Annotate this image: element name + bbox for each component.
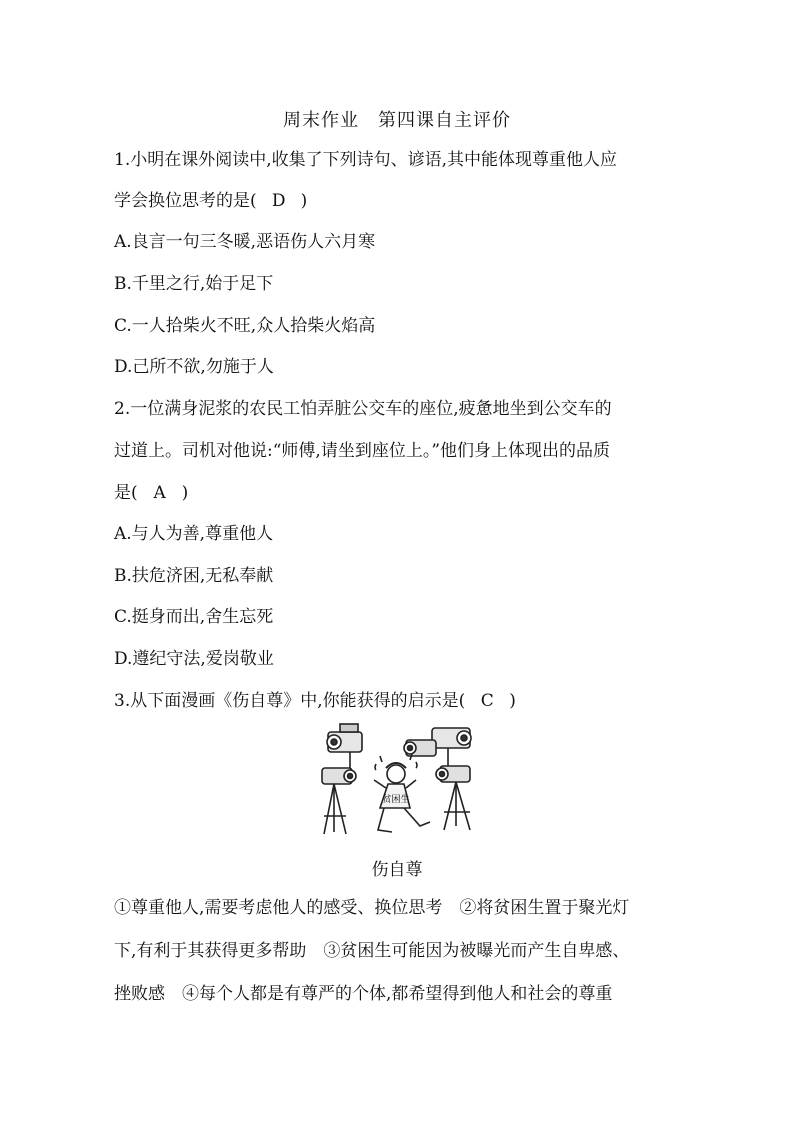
- cartoon-label: 贫困生: [382, 795, 410, 805]
- q1-option-a: A.良言一句三冬暖,恶语伤人六月寒: [114, 232, 376, 252]
- q1-option-b: B.千里之行,始于足下: [114, 274, 274, 294]
- q2-stem-line3: [114, 482, 188, 504]
- q2-option-b: B.扶危济困,无私奉献: [114, 566, 274, 586]
- q2-stem-line2: 过道上。司机对他说:“师傅,请坐到座位上。”他们身上体现出的品质: [114, 441, 611, 461]
- page-title: 周末作业 第四课自主评价: [283, 110, 511, 131]
- q3-statements-line3: 挫败感 ④每个人都是有尊严的个体,都希望得到他人和社会的尊重: [114, 984, 613, 1004]
- q2-option-a: A.与人为善,尊重他人: [114, 524, 274, 544]
- cartoon-caption: 伤自尊: [371, 860, 423, 880]
- q2-stem-suffix: ): [181, 483, 189, 503]
- q1-option-d: D.己所不欲,勿施于人: [114, 357, 274, 377]
- q3-statements-line1: ①尊重他人,需要考虑他人的感受、换位思考 ②将贫困生置于聚光灯: [114, 898, 630, 918]
- q1-stem-suffix: ): [300, 191, 308, 211]
- q2-stem-line1: 2.一位满身泥浆的农民工怕弄脏公交车的座位,疲惫地坐到公交车的: [114, 399, 612, 419]
- q3-stem: [114, 690, 516, 712]
- q2-answer: A: [153, 483, 166, 503]
- q2-option-d: D.遵纪守法,爱岗敬业: [114, 649, 274, 669]
- q3-stem-suffix: ): [509, 691, 516, 711]
- q3-statements-line2: 下,有利于其获得更多帮助 ③贫困生可能因为被曝光而产生自卑感、: [114, 941, 630, 961]
- q1-stem-line2: [114, 190, 307, 212]
- q1-stem-prefix: 学会换位思考的是(: [114, 191, 257, 211]
- q1-option-c: C.一人拾柴火不旺,众人拾柴火焰高: [114, 316, 376, 336]
- q3-answer: C: [480, 691, 494, 711]
- q3-stem-prefix: 3.从下面漫画《伤自尊》中,你能获得的启示是(: [114, 691, 466, 711]
- q1-answer: D: [271, 191, 286, 211]
- cartoon-illustration: [320, 722, 474, 840]
- q2-stem-prefix: 是(: [114, 483, 138, 503]
- q1-stem-line1: 1.小明在课外阅读中,收集了下列诗句、谚语,其中能体现尊重他人应: [114, 150, 618, 170]
- q2-option-c: C.挺身而出,舍生忘死: [114, 607, 274, 627]
